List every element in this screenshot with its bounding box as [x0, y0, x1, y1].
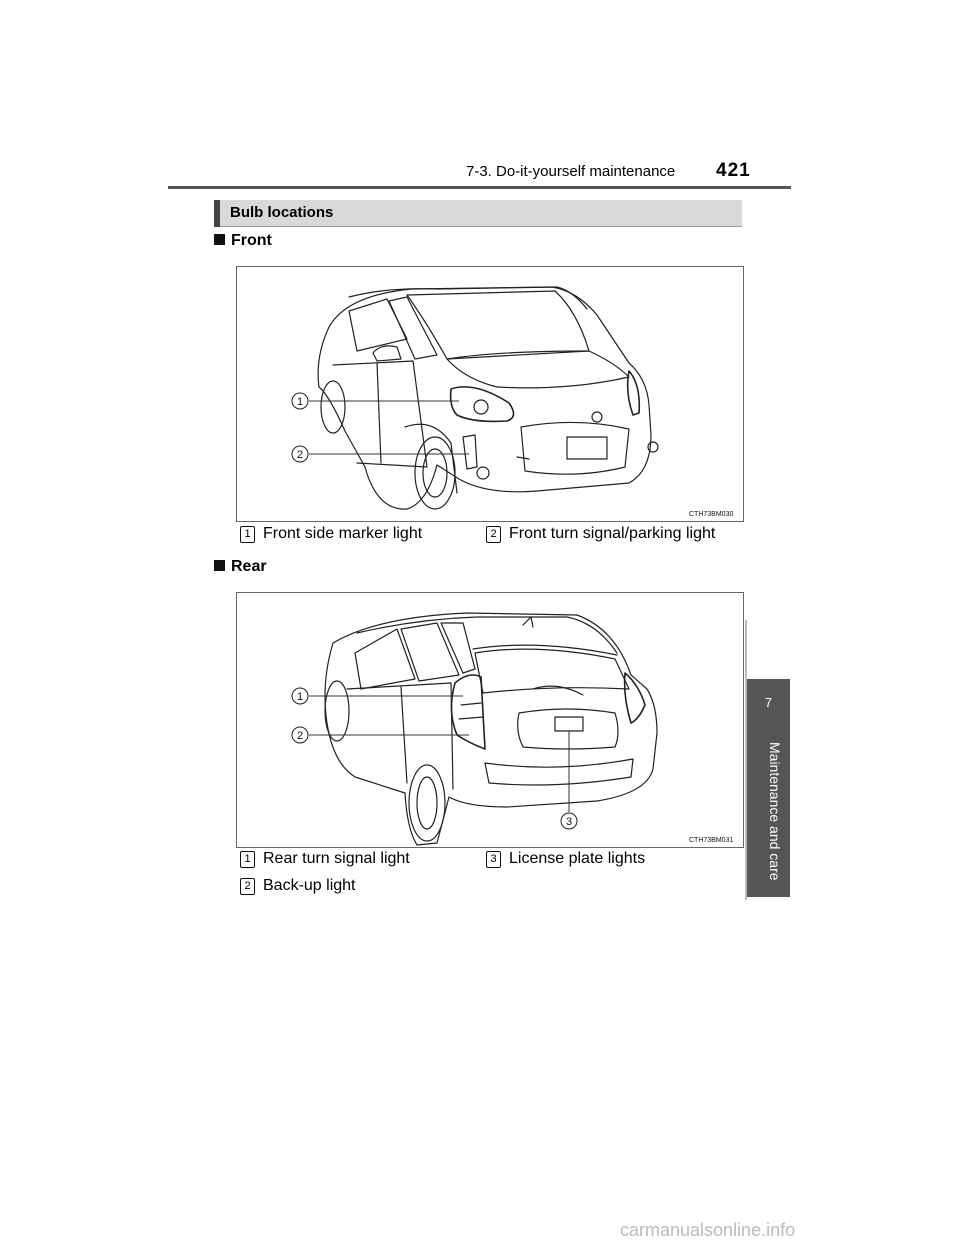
- legend-label: Rear turn signal light: [263, 850, 410, 867]
- rear-legend-item-1: [240, 850, 410, 868]
- figure-code: CTH73BM031: [689, 837, 734, 844]
- front-figure: [236, 266, 744, 522]
- callout-3: 3: [565, 816, 573, 828]
- header-divider: [168, 186, 791, 189]
- watermark: carmanualsonline.info: [620, 1220, 796, 1240]
- legend-label: License plate lights: [509, 850, 646, 867]
- rear-heading-text: Rear: [231, 558, 267, 575]
- page-number: 421: [716, 160, 751, 181]
- callout-2: 2: [296, 730, 304, 742]
- legend-label: Front turn signal/parking light: [509, 525, 716, 542]
- legend-label: Front side marker light: [263, 525, 423, 542]
- front-legend-item-2: [486, 525, 715, 543]
- header-section-title: 7-3. Do-it-yourself maintenance: [466, 163, 676, 180]
- front-legend-item-1: [240, 525, 422, 543]
- front-heading-text: Front: [231, 232, 272, 249]
- legend-number: 3: [486, 851, 501, 868]
- rear-figure: [236, 592, 744, 848]
- legend-number: 1: [240, 526, 255, 543]
- section-heading-accent: [214, 200, 220, 227]
- section-title: Bulb locations: [230, 204, 334, 221]
- callout-1: 1: [296, 691, 304, 703]
- front-car-illustration: [237, 267, 743, 521]
- figure-code: CTH73BM030: [689, 511, 734, 518]
- legend-number: 2: [240, 878, 255, 895]
- square-bullet-icon: [214, 560, 225, 571]
- square-bullet-icon: [214, 234, 225, 245]
- rear-legend-item-2: [240, 877, 356, 895]
- chapter-title: Maintenance and care: [767, 742, 783, 881]
- callout-2: 2: [296, 449, 304, 461]
- rear-heading: [214, 558, 267, 576]
- chapter-number: 7: [764, 695, 773, 710]
- legend-label: Back-up light: [263, 877, 356, 894]
- legend-number: 2: [486, 526, 501, 543]
- front-heading: [214, 232, 272, 250]
- rear-legend-item-3: [486, 850, 645, 868]
- legend-number: 1: [240, 851, 255, 868]
- rear-car-illustration: [237, 593, 743, 847]
- callout-1: 1: [296, 396, 304, 408]
